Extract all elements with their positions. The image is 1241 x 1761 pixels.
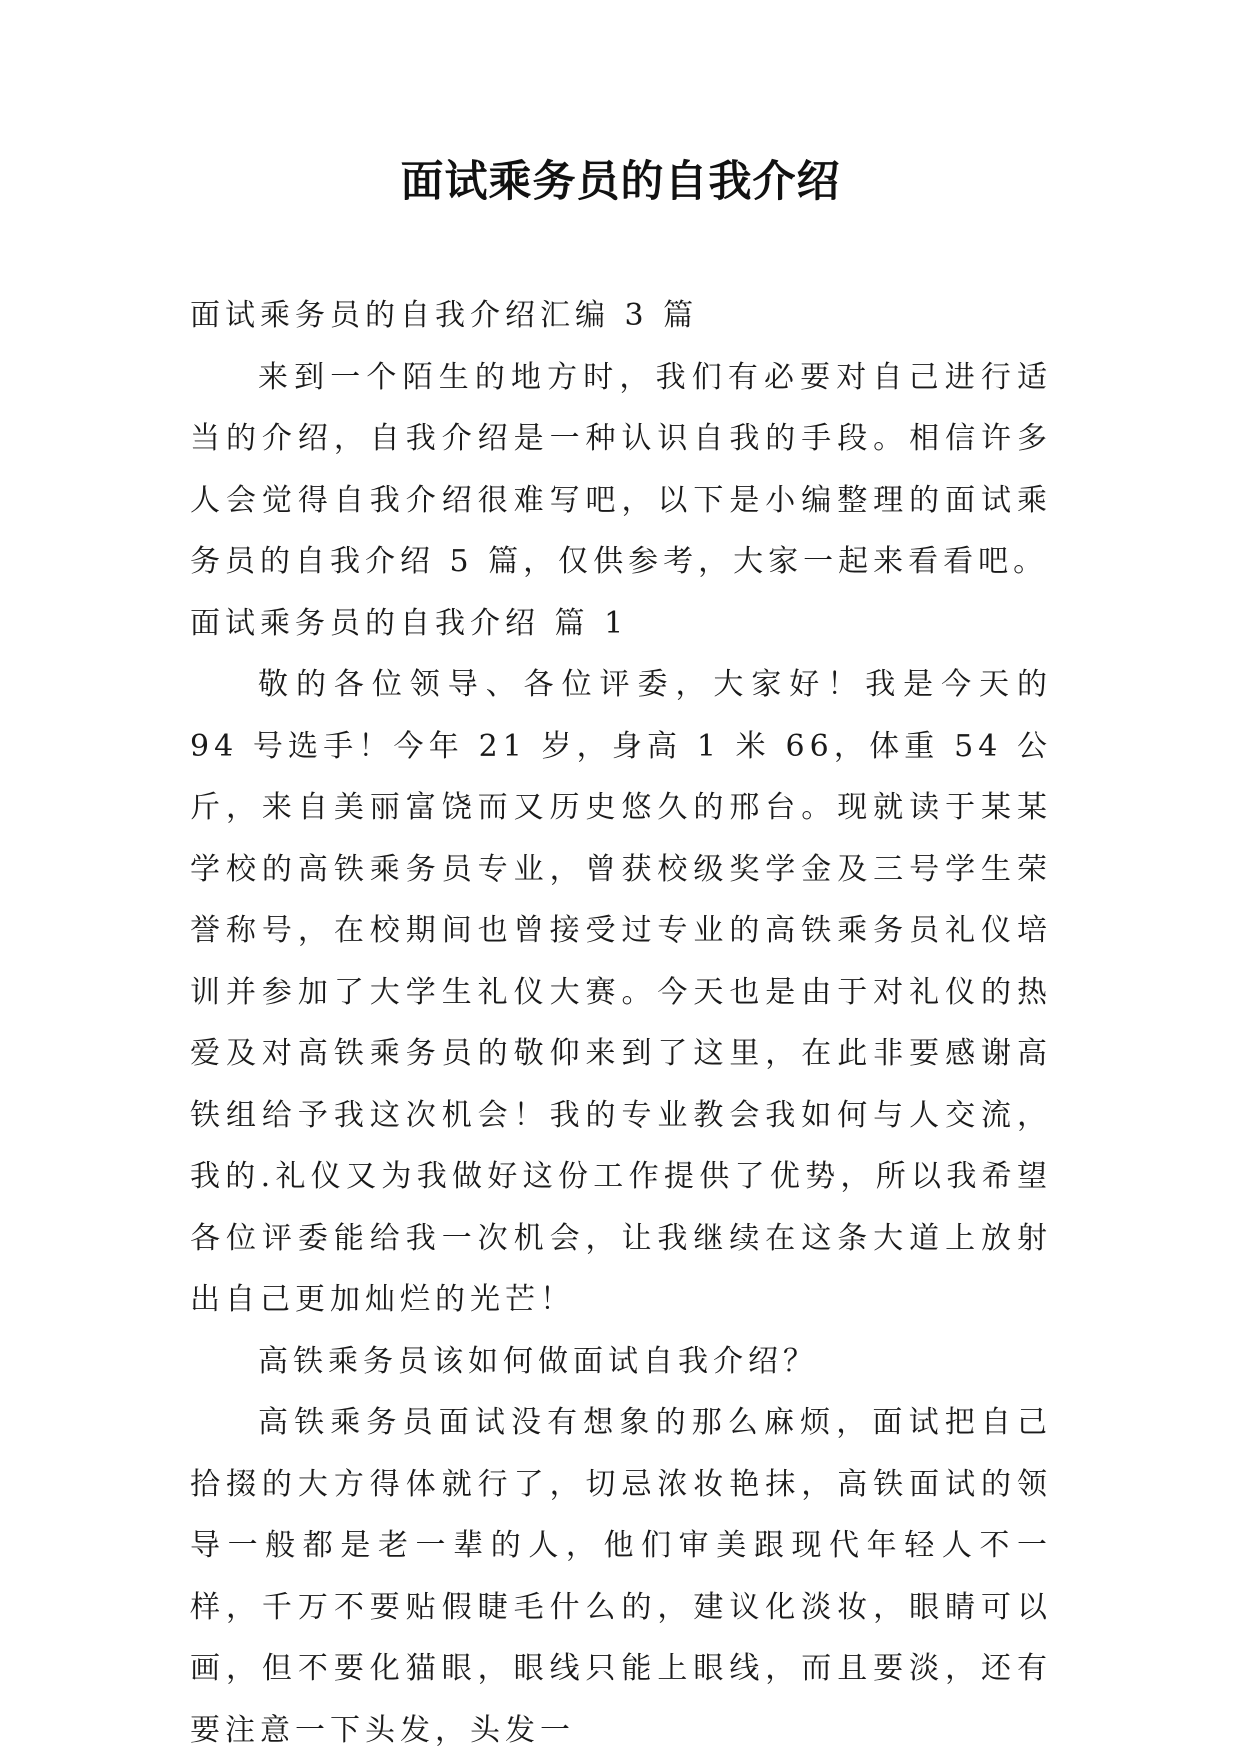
document-body bbox=[190, 285, 1052, 1761]
intro-paragraph: 来到一个陌生的地方时，我们有必要对自己进行适当的介绍，自我介绍是一种认识自我的手段。相信许多人会觉得自我介绍很难写吧，以下是小编整理的面试乘务员的自我介绍 5 篇，仅供参考，大家一起来看看吧。 bbox=[190, 359, 1052, 579]
paragraph-1: 敬的各位领导、各位评委，大家好！我是今天的 94 号选手！今年 21 岁，身高 1 米 66，体重 54 公斤，来自美丽富饶而又历史悠久的邢台。现就读于某某学校的高铁乘务员专业，曾获校级奖学金及三号学生荣誉称号，在校期间也曾接受过专业的高铁乘务员礼仪培训并参加了大学生礼仪大赛。今天也是由于对礼仪的热爱及对高铁乘务员的敬仰来到了这里，在此非要感谢高铁组给予我这次机会！我的专业教会我如何与人交流，我的.礼仪又为我做好这份工作提供了优势，所以我希望各位评委能给我一次机会，让我继续在这条大道上放射出自己更加灿烂的光芒！ bbox=[190, 667, 1052, 1317]
document-title: 面试乘务员的自我介绍 bbox=[400, 157, 841, 207]
subtitle-line: 面试乘务员的自我介绍汇编 3 篇 bbox=[190, 298, 699, 333]
paragraph-2: 高铁乘务员该如何做面试自我介绍？ bbox=[258, 1343, 818, 1379]
section-heading: 面试乘务员的自我介绍 篇 1 bbox=[190, 605, 629, 641]
paragraph-3: 高铁乘务员面试没有想象的那么麻烦，面试把自己拾掇的大方得体就行了，切忌浓妆艳抹，高铁面试的领导一般都是老一辈的人，他们审美跟现代年轻人不一样，千万不要贴假睫毛什么的，建议化淡妆，眼睛可以画，但不要化猫眼，眼线只能上眼线，而且要淡，还有要注意一下头发，头发一 bbox=[190, 1405, 1052, 1748]
